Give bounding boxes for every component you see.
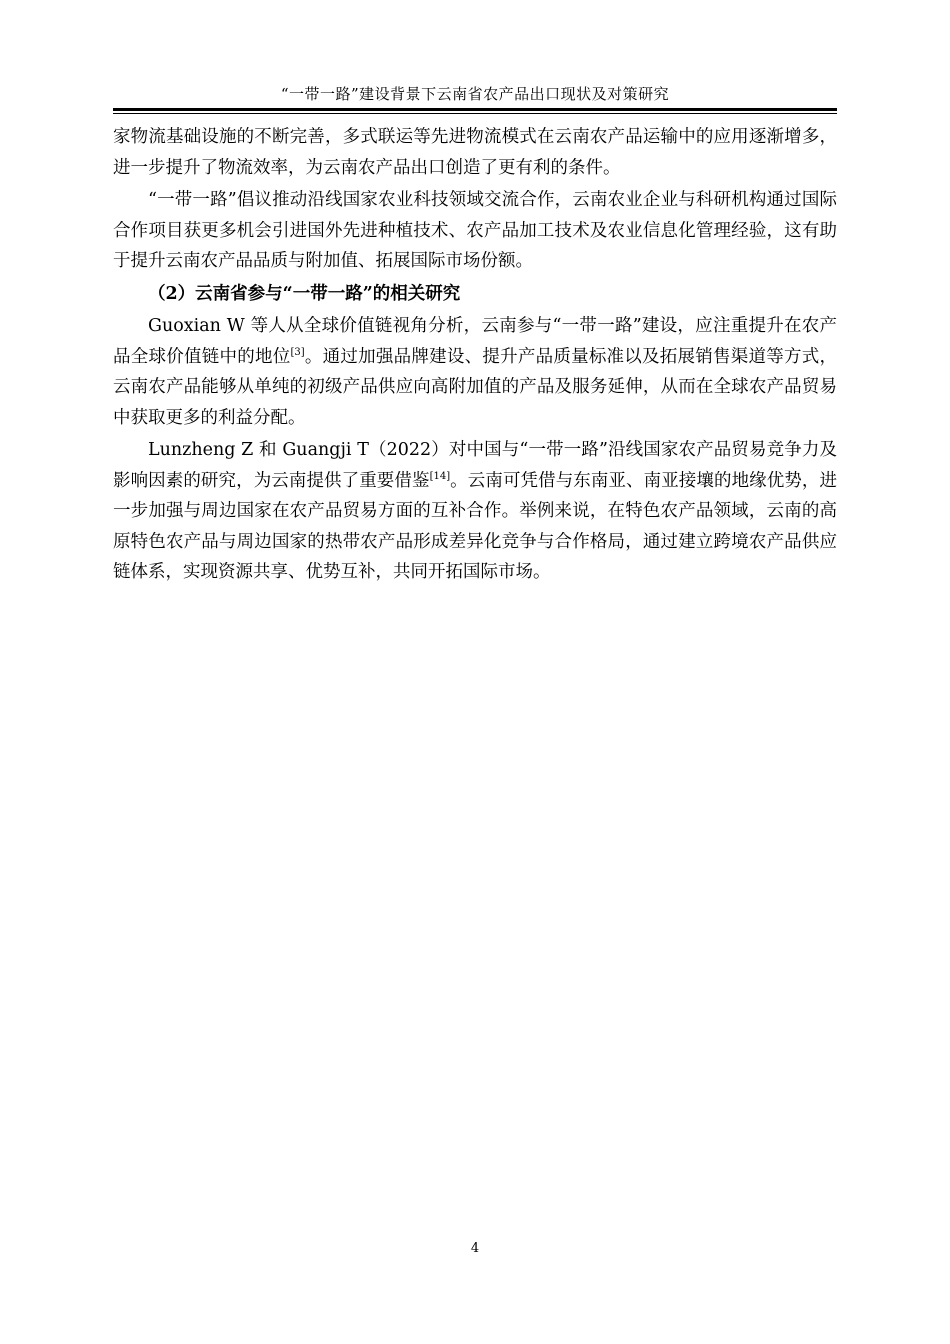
paragraph-text: 。通过加强品牌建设、提升产品质量标准以及拓展销售渠道等方式，云南农产品能够从单纯的初级产品供应向高附加值的产品及服务延伸，从而在全球农产品贸易中获取更多的利益分配。 (113, 346, 838, 428)
paragraph-text: 。云南可凭借与东南亚、南亚接壤的地缘优势，进一步加强与周边国家在农产品贸易方面的互补合作。举例来说，在特色农产品领域，云南的高原特色农产品与周边国家的热带农产品形成差异化竞争与合作格局，通过建立跨境农产品供应链体系，实现资源共享、优势互补，共同开拓国际市场。 (113, 470, 837, 582)
citation-ref: [14] (429, 470, 451, 482)
paragraph-trade-competitiveness (113, 435, 837, 588)
paragraph-technology-cooperation: “一带一路”倡议推动沿线国家农业科技领域交流合作，云南农业企业与科研机构通过国际合作项目获更多机会引进国外先进种植技术、农产品加工技术及农业信息化管理经验，这有助于提升云南农产品品质与附加值、拓展国际市场份额。 (113, 190, 837, 271)
paragraph-global-value-chain (113, 311, 837, 433)
page-number: 4 (470, 1241, 480, 1256)
body-text (113, 122, 837, 590)
section-heading: （2）云南省参与“一带一路”的相关研究 (148, 283, 461, 304)
citation-ref: [3] (290, 346, 305, 358)
header-rule-thick (113, 108, 837, 111)
header-rule-thin (113, 113, 837, 114)
paragraph-logistics: 家物流基础设施的不断完善，多式联运等先进物流模式在云南农产品运输中的应用逐渐增多，进一步提升了物流效率，为云南农产品出口创造了更有利的条件。 (113, 127, 837, 178)
paragraph-text: Lunzheng Z 和 Guangji T（2022）对中国与“一带一路”沿线国家农产品贸易竞争力及影响因素的研究，为云南提供了重要借鉴 (113, 440, 837, 491)
running-header: “一带一路”建设背景下云南省农产品出口现状及对策研究 (280, 85, 670, 103)
paragraph-text: Guoxian W 等人从全球价值链视角分析，云南参与“一带一路”建设，应注重提升在农产品全球价值链中的地位 (113, 316, 837, 367)
